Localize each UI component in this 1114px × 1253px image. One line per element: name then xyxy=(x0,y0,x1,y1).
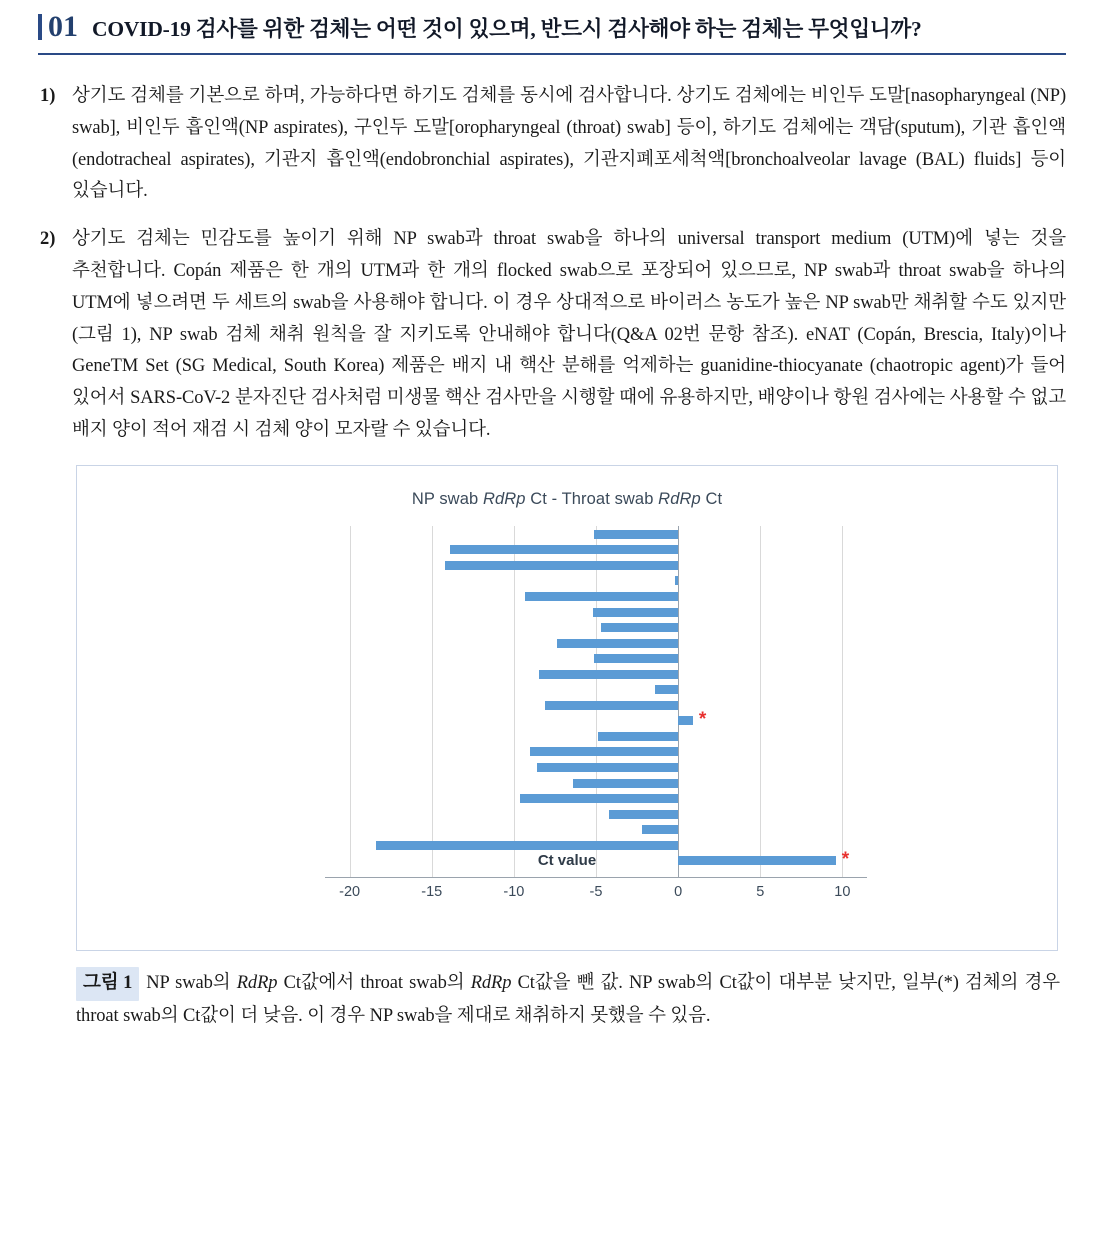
chart-gridline xyxy=(514,526,515,878)
chart-x-axis-line xyxy=(325,877,867,878)
figure-caption xyxy=(76,967,1060,1031)
chart-bar xyxy=(530,747,678,756)
chart-annotation-asterisk: * xyxy=(841,849,850,871)
figure-chart xyxy=(76,465,1058,951)
chart-bar xyxy=(601,623,678,632)
chart-x-tick-label: 5 xyxy=(756,883,765,900)
chart-gridline xyxy=(760,526,761,878)
chart-title: NP swab RdRp Ct - Throat swab RdRp Ct xyxy=(411,489,723,508)
chart-bars xyxy=(325,526,867,878)
chart-bar xyxy=(675,576,678,585)
chart-bar xyxy=(655,685,678,694)
chart-bar xyxy=(594,654,678,663)
figure-caption-tag: 그림 1 xyxy=(76,967,139,1001)
chart-plot-area xyxy=(77,526,1057,950)
chart-bar xyxy=(557,639,679,648)
chart-zero-axis xyxy=(678,526,679,878)
chart-bar xyxy=(376,841,678,850)
list-item xyxy=(38,81,1066,208)
chart-x-tick-label: -15 xyxy=(421,883,443,900)
list-item xyxy=(38,224,1066,447)
chart-bar xyxy=(450,545,678,554)
chart-x-tick-label: -5 xyxy=(589,883,603,900)
chart-bar xyxy=(593,608,678,617)
list-item-text: 상기도 검체를 기본으로 하며, 가능하다면 하기도 검체를 동시에 검사합니다. 상기도 검체에는 비인두 도말[nasopharyngeal (NP) swab], 비인두 흡인액(NP aspirates), 구인두 도말[oropharyngeal (throat) swab] 등이, 하기도 검체에는 객담(sputum), 기관 흡인액(endotracheal aspirates), 기관지 흡인액(endobronchial aspirates), 기관지폐포세척액[bronchoalveolar lavage (BAL) fluids] 등이 있습니다. xyxy=(72,85,1066,202)
chart-annotation-asterisk: * xyxy=(698,709,707,731)
chart-bar xyxy=(609,810,678,819)
chart-bar xyxy=(594,530,678,539)
list-item-marker: 1) xyxy=(40,85,56,106)
chart-bar xyxy=(678,716,693,725)
page-title: COVID-19 검사를 위한 검체는 어떤 것이 있으며, 반드시 검사해야 하는 검체는 무엇입니까? xyxy=(92,17,922,41)
chart-bar xyxy=(525,592,678,601)
chart-bar xyxy=(545,701,678,710)
chart-bar xyxy=(642,825,678,834)
chart-bar xyxy=(537,763,678,772)
chart-bar xyxy=(573,779,678,788)
list-item-marker: 2) xyxy=(40,229,56,250)
chart-x-tick-label: -10 xyxy=(503,883,525,900)
chart-gridline xyxy=(842,526,843,878)
chart-bar xyxy=(520,794,678,803)
chart-gridline xyxy=(432,526,433,878)
chart-x-tick-label: 10 xyxy=(834,883,851,900)
chart-x-tick-label: 0 xyxy=(674,883,683,900)
question-number: 01 xyxy=(38,12,78,42)
list-item-text: 상기도 검체는 민감도를 높이기 위해 NP swab과 throat swab을 하나의 universal transport medium (UTM)에 넣는 것을 추천합니다. Copán 제품은 한 개의 UTM과 한 개의 flocked swab으로 포장되어 있으므로, NP swab과 throat swab을 하나의 UTM에 넣으려면 두 세트의 swab을 사용해야 합니다. 이 경우 상대적으로 바이러스 농도가 높은 NP swab만 채취할 수도 있지만(그림 1), NP swab 검체 채취 원칙을 잘 지키도록 안내해야 합니다(Q&A 02번 문항 참조). eNAT (Copán, Brescia, Italy)이나 GeneTM Set (SG Medical, South Korea) 제품은 배지 내 핵산 분해를 억제하는 guanidine-thiocyanate (chaotropic agent)가 들어 있어서 SARS-CoV-2 분자진단 검사처럼 미생물 핵산 검사만을 시행할 때에 유용하지만, 배양이나 항원 검사에는 사용할 수 없고 배지 양이 적어 재검 시 검체 양이 모자랄 수 있습니다. xyxy=(72,229,1066,440)
chart-bar xyxy=(539,670,679,679)
question-header xyxy=(38,12,1066,55)
figure-caption-text: NP swab의 RdRp Ct값에서 throat swab의 RdRp Ct값을 뺀 값. NP swab의 Ct값이 대부분 낮지만, 일부(*) 검체의 경우 throat swab의 Ct값이 더 낮음. 이 경우 NP swab을 제대로 채취하지 못했을 수 있음. xyxy=(76,972,1060,1026)
chart-gridline xyxy=(350,526,351,878)
chart-x-axis-label: Ct value xyxy=(537,851,597,869)
chart-bar xyxy=(598,732,678,741)
chart-x-tick-label: -20 xyxy=(339,883,361,900)
chart-bar xyxy=(445,561,678,570)
